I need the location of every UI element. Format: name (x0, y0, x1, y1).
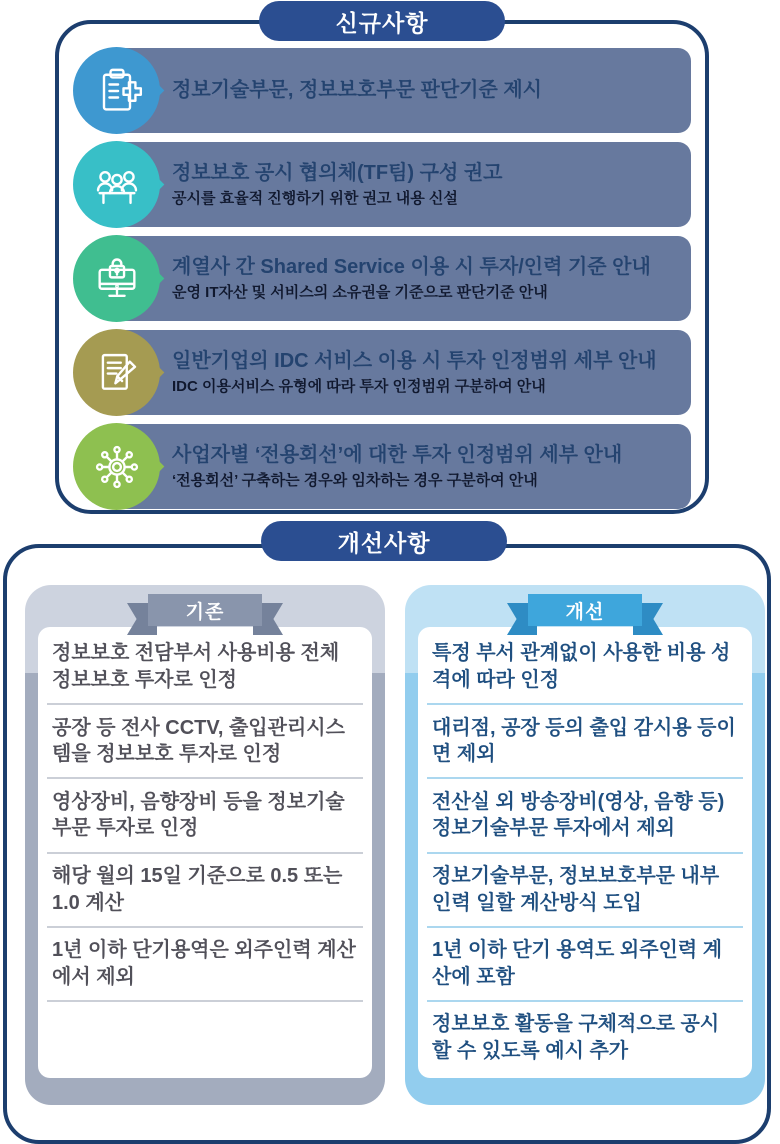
list-item: 공장 등 전사 CCTV, 출입관리시스템을 정보보호 투자로 인정 (47, 703, 363, 777)
improve-section-title: 개선사항 (337, 529, 431, 556)
list-item: 1년 이하 단기용역은 외주인력 계산에서 제외 (47, 926, 363, 1000)
row-title: 일반기업의 IDC 서비스 이용 시 투자 인정범위 세부 안내 (172, 349, 657, 372)
after-ribbon-label: 개선 (528, 594, 642, 626)
row-content (172, 329, 681, 416)
before-panel (38, 627, 372, 1078)
improve-section-banner (261, 521, 507, 561)
document-pencil-icon (73, 329, 160, 416)
row-content (172, 141, 681, 228)
new-section-banner (259, 1, 505, 41)
list-item: 1년 이하 단기 용역도 외주인력 계산에 포함 (427, 926, 743, 1000)
new-item-row (73, 329, 691, 416)
row-subtitle: 운영 IT자산 및 서비스의 소유권을 기준으로 판단기준 안내 (172, 283, 548, 301)
list-item: 전산실 외 방송장비(영상, 음향 등) 정보기술부문 투자에서 제외 (427, 777, 743, 851)
row-content (172, 47, 681, 134)
list-item: 정보기술부문, 정보보호부문 내부인력 일할 계산방식 도입 (427, 852, 743, 926)
list-item: 해당 월의 15일 기준으로 0.5 또는 1.0 계산 (47, 852, 363, 926)
clipboard-plus-icon (73, 47, 160, 134)
list-item: 특정 부서 관계없이 사용한 비용 성격에 따라 인정 (432, 642, 731, 692)
row-subtitle: IDC 이용서비스 유형에 따라 투자 인정범위 구분하여 안내 (172, 377, 546, 395)
row-subtitle: 공시를 효율적 진행하기 위한 권고 내용 신설 (172, 189, 458, 207)
list-item: 정보보호 활동을 구체적으로 공시할 수 있도록 예시 추가 (427, 1000, 743, 1074)
row-title: 사업자별 ‘전용회선’에 대한 투자 인정범위 세부 안내 (172, 443, 623, 466)
row-content (172, 235, 681, 322)
before-ribbon (148, 594, 262, 626)
new-item-row (73, 47, 691, 134)
people-meeting-icon (73, 141, 160, 228)
new-item-row (73, 141, 691, 228)
list-item: 대리점, 공장 등의 출입 감시용 등이면 제외 (427, 703, 743, 777)
row-title: 정보기술부문, 정보보호부문 판단기준 제시 (172, 79, 542, 101)
list-item (47, 1000, 363, 1074)
list-item: 정보보호 전담부서 사용비용 전체 정보보호 투자로 인정 (52, 642, 340, 692)
row-title: 계열사 간 Shared Service 이용 시 투자/인력 기준 안내 (172, 255, 651, 278)
row-title: 정보보호 공시 협의체(TF팀) 구성 권고 (172, 161, 503, 184)
after-ribbon (528, 594, 642, 626)
new-item-row (73, 235, 691, 322)
after-column (405, 585, 765, 1105)
monitor-lock-icon (73, 235, 160, 322)
row-content (172, 423, 681, 510)
new-section-title: 신규사항 (335, 9, 429, 36)
after-panel (418, 627, 752, 1078)
network-icon (73, 423, 160, 510)
before-ribbon-label: 기존 (148, 594, 262, 626)
before-column (25, 585, 385, 1105)
new-item-row (73, 423, 691, 510)
list-item: 영상장비, 음향장비 등을 정보기술부문 투자로 인정 (47, 777, 363, 851)
row-subtitle: ‘전용회선’ 구축하는 경우와 임차하는 경우 구분하여 안내 (172, 471, 538, 489)
